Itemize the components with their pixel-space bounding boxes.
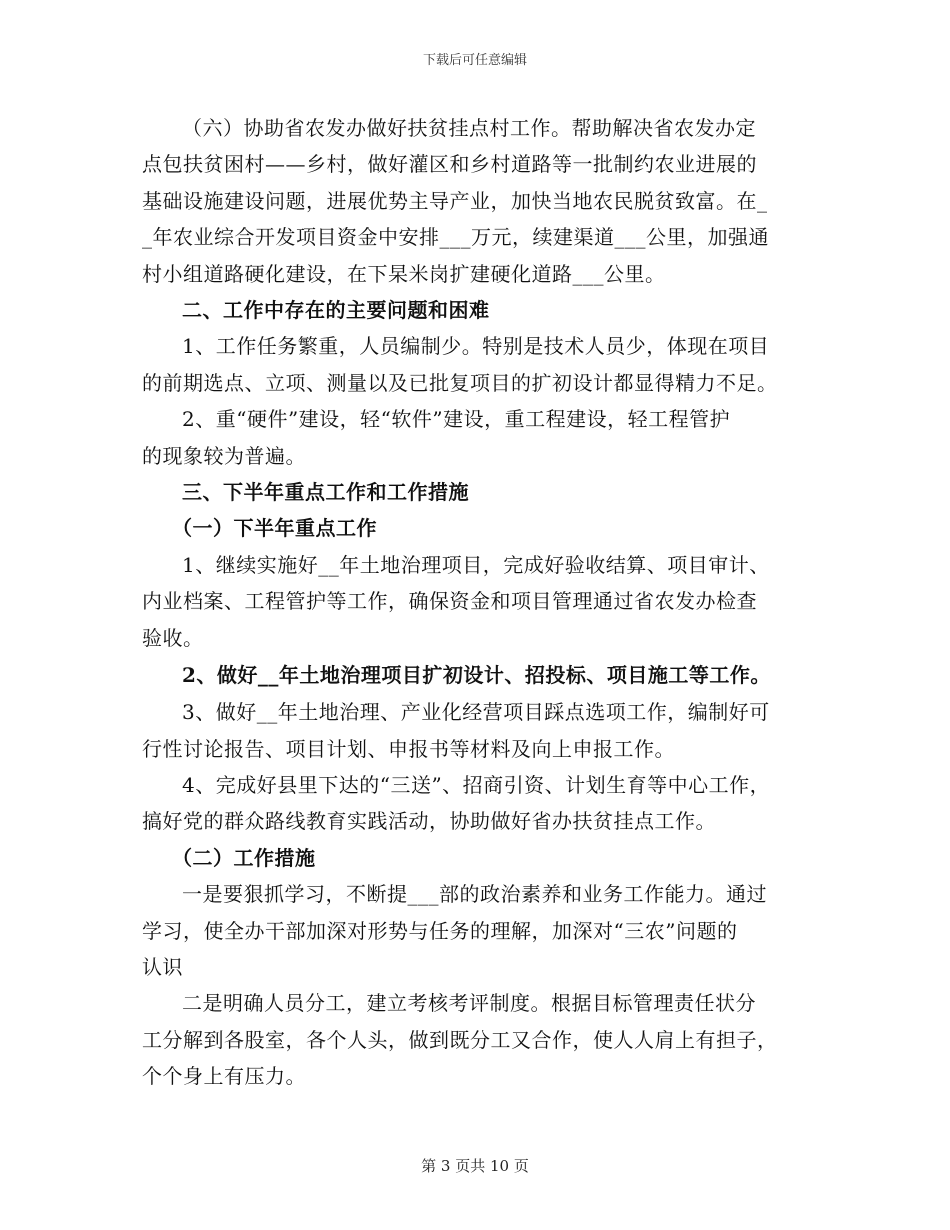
- text-line: 二是明确人员分工，建立考核考评制度。根据目标管理责任状分: [182, 991, 756, 1016]
- paragraph-work-4: [142, 767, 812, 840]
- text-line: 2、重“硬件”建设，轻“软件”建设，重工程建设，轻工程管护: [182, 407, 731, 432]
- paragraph-measure-1: [142, 876, 812, 985]
- text-line: 村小组道路硬化建设，在下杲米岗扩建硬化道路___公里。: [142, 261, 666, 286]
- text-line: 4、完成好县里下达的“三送”、招商引资、计划生育等中心工作，: [182, 772, 771, 797]
- subsection-heading-measures: （二）工作措施: [172, 845, 316, 870]
- text-line: _年农业综合开发项目资金中安排___万元，续建渠道___公里，加强通: [142, 225, 769, 250]
- paragraph-work-1: [142, 547, 812, 656]
- text-line: （六）协助省农发办做好扶贫挂点村工作。帮助解决省农发办定: [182, 116, 756, 140]
- text-line: 的现象较为普遍。: [142, 443, 306, 468]
- text-line: 搞好党的群众路线教育实践活动，协助做好省办扶贫挂点工作。: [142, 809, 716, 834]
- page-footer: 第 3 页共 10 页: [421, 1157, 529, 1175]
- paragraph-work-3: [142, 694, 812, 767]
- text-line: 认识: [142, 954, 183, 979]
- text-line: 点包扶贫困村——乡村，做好灌区和乡村道路等一批制约农业进展的: [142, 152, 757, 177]
- paragraph-work-2: 2、做好__年土地治理项目扩初设计、招投标、项目施工等工作。: [182, 663, 771, 688]
- paragraph-problem-1: [142, 328, 812, 401]
- text-line: 内业档案、工程管护等工作，确保资金和项目管理通过省农发办检查: [142, 589, 757, 614]
- paragraph-problem-2: [142, 401, 812, 474]
- section-heading-problems: 二、工作中存在的主要问题和困难: [182, 298, 490, 323]
- text-line: 3、做好__年土地治理、产业化经营项目踩点选项工作，编制好可: [182, 700, 770, 725]
- text-line: 基础设施建设问题，进展优势主导产业，加快当地农民脱贫致富。在_: [142, 188, 768, 213]
- page-header: 下载后可任意编辑: [422, 53, 527, 68]
- text-line: 学习，使全办干部加深对形势与任务的理解，加深对“三农”问题的: [142, 918, 738, 943]
- text-line: 1、工作任务繁重，人员编制少。特别是技术人员少，体现在项目: [182, 334, 770, 359]
- text-line: 的前期选点、立项、测量以及已批复项目的扩初设计都显得精力不足。: [142, 370, 778, 395]
- text-line: 1、继续实施好__年土地治理项目，完成好验收结算、项目审计、: [182, 552, 770, 577]
- paragraph-poverty-assistance: [142, 110, 812, 292]
- subsection-heading-key-work: （一）下半年重点工作: [172, 516, 377, 541]
- text-line: 验收。: [142, 625, 204, 650]
- text-line: 个个身上有压力。: [142, 1064, 306, 1089]
- section-heading-plans: 三、下半年重点工作和工作措施: [182, 480, 469, 505]
- text-line: 工分解到各股室，各个人头，做到既分工又合作，使人人肩上有担子，: [142, 1027, 778, 1052]
- text-line: 行性讨论报告、项目计划、申报书等材料及向上申报工作。: [142, 736, 675, 761]
- document-body: [142, 110, 812, 1095]
- paragraph-measure-2: [142, 985, 812, 1094]
- text-line: 一是要狠抓学习，不断提___部的政治素养和业务工作能力。通过: [182, 882, 767, 907]
